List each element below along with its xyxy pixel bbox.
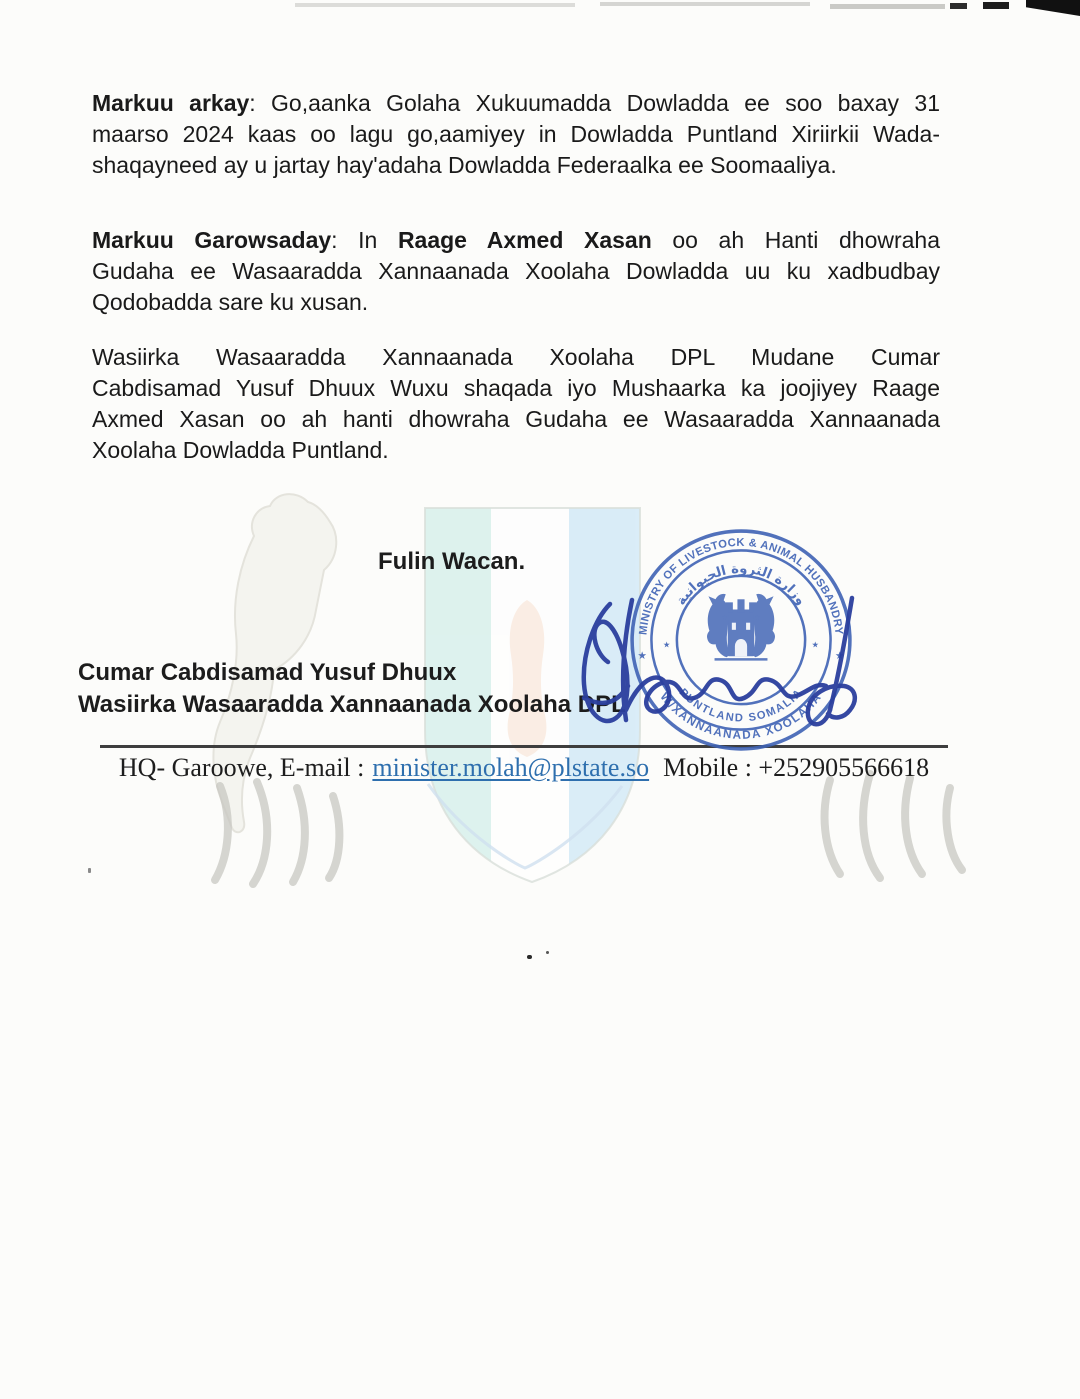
watermark-shield-tip: [420, 778, 630, 878]
stamp-star-right: ★: [835, 650, 844, 661]
scan-streak: [600, 2, 810, 6]
bold-run: Markuu Garowsaday: [92, 227, 332, 253]
paragraph-markuu-arkay: [92, 88, 940, 181]
letter-body: [92, 88, 940, 466]
text-line: Wasiirka Wasaaradda Xannaanada Xoolaha DPL Mudane Cumar: [92, 344, 940, 370]
stamp-star-inner-left: ★: [663, 641, 670, 650]
watermark-legs-right: [810, 768, 980, 886]
signatory-name: Cumar Cabdisamad Yusuf Dhuux: [78, 659, 457, 686]
text-line: [92, 88, 940, 119]
text-run: oo ah Hanti dhowraha: [651, 227, 941, 253]
text-line: Xoolaha Dowladda Puntland.: [92, 437, 389, 463]
scan-speck: [88, 868, 91, 873]
signatory-title: Wasiirka Wasaaradda Xannaanada Xoolaha DPL: [78, 691, 626, 718]
stamp-star-inner-right: ★: [812, 641, 819, 650]
stamp-star-left: ★: [638, 650, 647, 661]
footer-contact: [100, 753, 948, 783]
text-run: : Go,aanka Golaha Xukuumadda Dowladda ee soo baxay 31: [249, 90, 940, 116]
text-line: shaqayneed ay u jartay hay'adaha Dowladda Federaalka ee Soomaaliya.: [92, 152, 837, 178]
stamp-arabic-text: وزارة الثروة الحيوانية: [673, 561, 809, 609]
scan-streak: [830, 4, 945, 9]
scan-speck: [546, 951, 549, 954]
paragraph-markuu-garowsaday: [92, 225, 940, 318]
text-line: Cabdisamad Yusuf Dhuux Wuxu shaqada iyo Mushaarka ka joojiyey Raage: [92, 375, 940, 401]
text-line: maarso 2024 kaas oo lagu go,aamiyey in Dowladda Puntland Xiriirkii Wada-: [92, 121, 940, 147]
stamp-outer-top-text: MINISTRY OF LIVESTOCK & ANIMAL HUSBANDRY: [637, 536, 845, 636]
text-line: [92, 225, 940, 256]
text-line: Qodobadda sare ku xusan.: [92, 289, 369, 315]
scan-speck: [527, 955, 532, 959]
email-link[interactable]: minister.molah@plstate.so: [372, 753, 650, 782]
bold-run: Raage Axmed Xasan: [397, 227, 652, 253]
text-line: Gudaha ee Wasaaradda Xannaanada Xoolaha Dowladda uu ku xadbudbay: [92, 258, 940, 284]
text-run: : In: [331, 227, 398, 253]
scan-mark: [983, 2, 1009, 9]
scan-corner-mark: [1026, 0, 1080, 16]
footer-location: HQ- Garoowe, E-mail :: [118, 753, 365, 782]
signatory-block: [78, 657, 626, 721]
stamp-outer-bottom-text: W/XANNAANADA XOOLAHA: [657, 690, 825, 742]
emblem-star: ★: [721, 614, 728, 622]
handwritten-signature: [568, 578, 880, 750]
closing-phrase: Fulin Wacan.: [378, 548, 526, 575]
footer-mobile: Mobile : +252905566618: [663, 753, 930, 782]
text-line: Axmed Xasan oo ah hanti dhowraha Gudaha ee Wasaaradda Xannaanada: [92, 406, 940, 432]
watermark-legs-left: [205, 778, 385, 893]
stamp-inner-bottom-text: PUNTLAND SOMALIA: [676, 686, 806, 725]
emblem-star: ★: [754, 614, 761, 622]
scan-streak: [295, 3, 575, 7]
bold-run: Markuu arkay: [92, 90, 250, 116]
scan-mark: [950, 3, 967, 9]
paragraph-wasiirka: [92, 342, 940, 466]
